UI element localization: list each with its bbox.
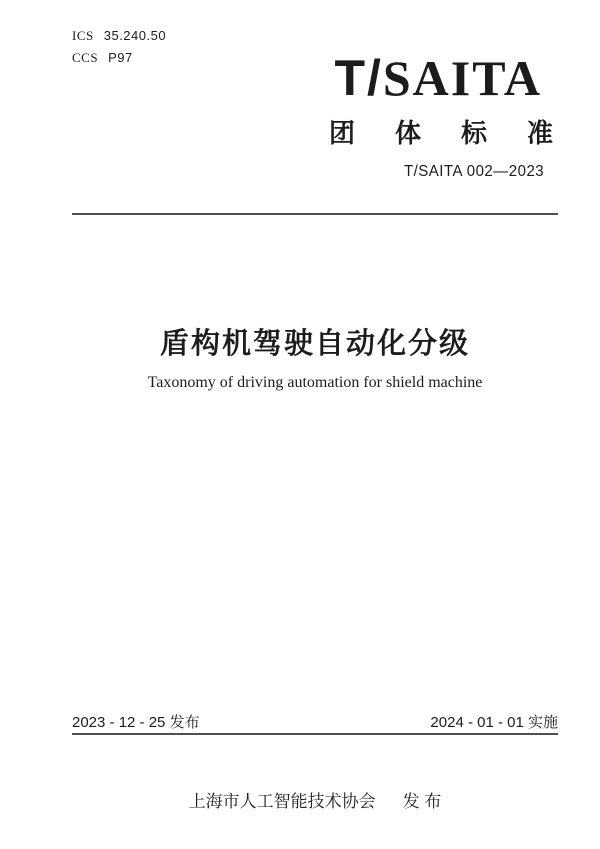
publisher-row	[72, 787, 558, 812]
issue-date: 2023 - 12 - 25 发布	[72, 714, 200, 731]
ics-value: 35.240.50	[103, 28, 167, 43]
implementation-date: 2024 - 01 - 01 实施	[430, 714, 558, 731]
standard-number: T/SAITA 002—2023	[403, 163, 544, 180]
logo-subtitle-char: 体	[394, 118, 421, 148]
footer-divider-rule	[72, 733, 558, 735]
logo-subtitle-char: 标	[460, 118, 487, 148]
dates-row	[72, 711, 558, 732]
ics-label: ICS	[72, 28, 94, 43]
document-title-english: Taxonomy of driving automation for shield machine	[147, 374, 483, 391]
logo-subtitle-char: 团	[329, 118, 356, 148]
ccs-code-line	[72, 50, 133, 66]
logo-subtitle-group-standard	[329, 113, 553, 150]
ccs-value: P97	[108, 50, 133, 65]
ics-code-line	[72, 28, 166, 44]
logo-subtitle-char: 准	[526, 118, 553, 148]
publish-label: 发 布	[402, 792, 442, 811]
logo-name: SAITA	[382, 50, 542, 106]
ccs-label: CCS	[72, 50, 99, 65]
logo-prefix: T/	[334, 50, 383, 106]
header-divider-rule	[72, 213, 558, 215]
standard-body-logo	[334, 52, 542, 105]
document-title-chinese: 盾构机驾驶自动化分级	[159, 328, 470, 360]
publisher-name: 上海市人工智能技术协会	[188, 792, 376, 811]
